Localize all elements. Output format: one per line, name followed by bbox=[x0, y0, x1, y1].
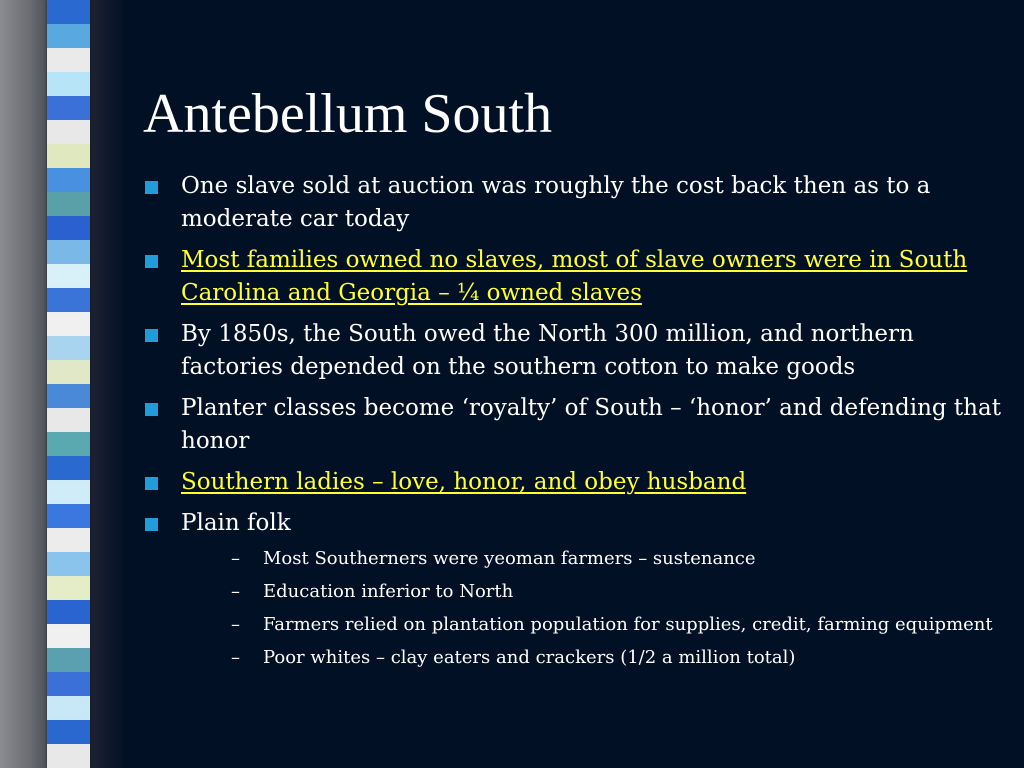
slide-title: Antebellum South bbox=[143, 83, 553, 145]
square-bullet-icon bbox=[145, 255, 158, 268]
strip-segment bbox=[47, 360, 90, 384]
strip-segment bbox=[47, 672, 90, 696]
bullet-text: One slave sold at auction was roughly the cost back then as to a moderate car today bbox=[181, 173, 931, 232]
strip-segment bbox=[47, 96, 90, 120]
strip-segment bbox=[47, 504, 90, 528]
sub-bullet-list bbox=[181, 542, 1013, 674]
strip-segment bbox=[47, 552, 90, 576]
square-bullet-icon bbox=[145, 181, 158, 194]
strip-segment bbox=[47, 384, 90, 408]
bullet-text-highlighted: Southern ladies – love, honor, and obey husband bbox=[181, 469, 747, 495]
slide-content bbox=[143, 170, 1013, 682]
strip-segment bbox=[47, 216, 90, 240]
strip-segment bbox=[47, 336, 90, 360]
strip-segment bbox=[47, 480, 90, 504]
strip-segment bbox=[47, 144, 90, 168]
bullet-text: By 1850s, the South owed the North 300 million, and northern factories depended on the southern cotton to make goods bbox=[181, 321, 914, 380]
bullet-text-highlighted: Most families owned no slaves, most of slave owners were in South Carolina and Georgia – ¼ owned slaves bbox=[181, 247, 968, 306]
strip-segment bbox=[47, 240, 90, 264]
strip-segment bbox=[47, 528, 90, 552]
sub-bullet-item bbox=[181, 608, 1013, 641]
strip-segment bbox=[47, 432, 90, 456]
strip-segment bbox=[47, 648, 90, 672]
strip-segment bbox=[47, 120, 90, 144]
bullet-item bbox=[143, 466, 1013, 499]
bullet-text: Plain folk bbox=[181, 510, 291, 536]
strip-segment bbox=[47, 288, 90, 312]
strip-segment bbox=[47, 168, 90, 192]
bullet-item bbox=[143, 392, 1013, 458]
strip-segment bbox=[47, 24, 90, 48]
strip-segment bbox=[47, 72, 90, 96]
square-bullet-icon bbox=[145, 329, 158, 342]
bullet-item bbox=[143, 244, 1013, 310]
strip-segment bbox=[47, 624, 90, 648]
strip-segment bbox=[47, 600, 90, 624]
bullet-text: Planter classes become ‘royalty’ of South – ‘honor’ and defending that honor bbox=[181, 395, 1001, 454]
sub-bullet-text: Farmers relied on plantation population for supplies, credit, farming equipment bbox=[263, 614, 993, 635]
strip-segment bbox=[47, 456, 90, 480]
dash-marker: – bbox=[231, 548, 240, 569]
sub-bullet-item bbox=[181, 575, 1013, 608]
bullet-item bbox=[143, 507, 1013, 674]
strip-segment bbox=[47, 720, 90, 744]
sub-bullet-text: Most Southerners were yeoman farmers – sustenance bbox=[263, 548, 756, 569]
strip-segment bbox=[47, 744, 90, 768]
square-bullet-icon bbox=[145, 477, 158, 490]
sub-bullet-item bbox=[181, 641, 1013, 674]
bullet-item bbox=[143, 170, 1013, 236]
dash-marker: – bbox=[231, 647, 240, 668]
decorative-color-strip bbox=[47, 0, 90, 768]
sub-bullet-item bbox=[181, 542, 1013, 575]
strip-segment bbox=[47, 696, 90, 720]
bullet-item bbox=[143, 318, 1013, 384]
dash-marker: – bbox=[231, 614, 240, 635]
strip-segment bbox=[47, 576, 90, 600]
strip-segment bbox=[47, 0, 90, 24]
strip-segment bbox=[47, 312, 90, 336]
sub-bullet-text: Poor whites – clay eaters and crackers (1/2 a million total) bbox=[263, 647, 796, 668]
strip-segment bbox=[47, 408, 90, 432]
square-bullet-icon bbox=[145, 518, 158, 531]
strip-segment bbox=[47, 48, 90, 72]
dash-marker: – bbox=[231, 581, 240, 602]
strip-segment bbox=[47, 192, 90, 216]
square-bullet-icon bbox=[145, 403, 158, 416]
sub-bullet-text: Education inferior to North bbox=[263, 581, 514, 602]
strip-segment bbox=[47, 264, 90, 288]
